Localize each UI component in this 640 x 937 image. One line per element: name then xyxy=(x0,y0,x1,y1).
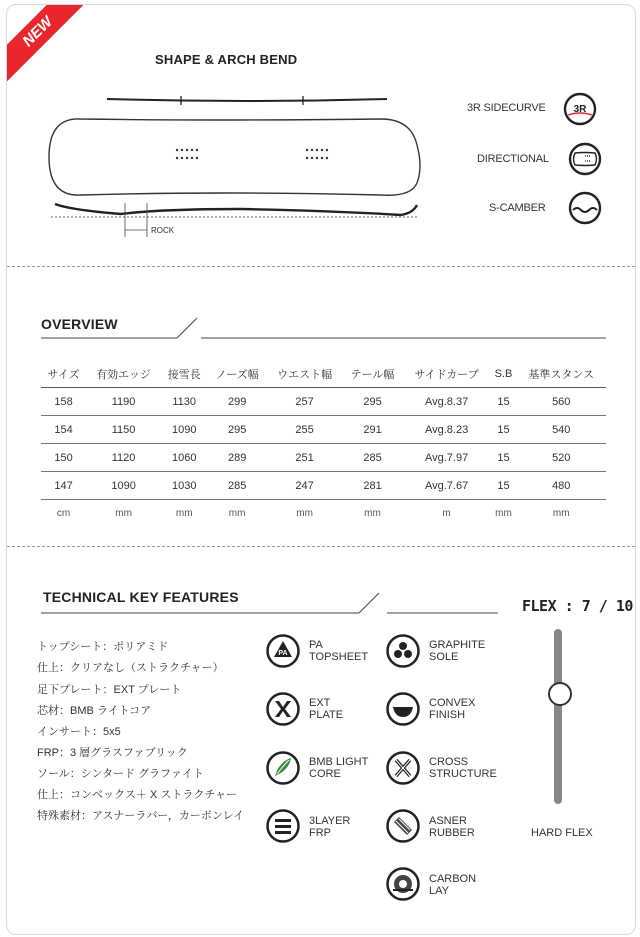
cell: 147 xyxy=(41,472,86,500)
col-header: サイズ xyxy=(41,361,86,388)
table-row xyxy=(41,444,606,472)
cell: 299 xyxy=(207,388,267,416)
unit-cell: mm xyxy=(115,508,132,519)
cell: 285 xyxy=(342,444,402,472)
convex-finish-icon xyxy=(385,691,421,727)
cell: Avg.7.97 xyxy=(403,444,491,472)
cell: 1120 xyxy=(86,444,161,472)
cell: 295 xyxy=(342,388,402,416)
col-header: 基準スタンス xyxy=(516,361,606,388)
spec-line: ソール：シンタード グラファイト xyxy=(37,768,204,780)
3r-sidecurve-icon xyxy=(562,91,598,127)
unit-cell: cm xyxy=(56,508,71,519)
cell: 251 xyxy=(267,444,342,472)
spec-line: FRP：3 層グラスファブリック xyxy=(37,747,188,759)
flex-track xyxy=(554,629,562,804)
cell: Avg.8.37 xyxy=(403,388,491,416)
feature-label: ASNER RUBBER xyxy=(429,815,475,839)
spec-line: 特殊素材：アスナーラバー，カーボンレイ xyxy=(37,810,245,822)
table-row xyxy=(41,416,606,444)
section-divider xyxy=(7,546,635,547)
cell: 1030 xyxy=(161,472,207,500)
cell: 540 xyxy=(516,416,606,444)
col-header: S.B xyxy=(490,361,516,388)
spec-line: 仕上：コンベックス＋ X ストラクチャー xyxy=(37,789,238,801)
feature-label: EXT PLATE xyxy=(309,697,344,721)
cell: 1060 xyxy=(161,444,207,472)
feature-label: CROSS STRUCTURE xyxy=(429,756,497,780)
overview-title-rule xyxy=(41,314,611,344)
spec-line: トップシート：ポリアミド xyxy=(37,641,169,653)
cell: 281 xyxy=(342,472,402,500)
overview-table xyxy=(41,361,606,527)
cell: 154 xyxy=(41,416,86,444)
svg-text:3R: 3R xyxy=(573,104,587,115)
cell: 295 xyxy=(207,416,267,444)
cell: 291 xyxy=(342,416,402,444)
product-spec-card xyxy=(6,4,636,935)
unit-cell: mm xyxy=(228,508,246,519)
table-row xyxy=(41,388,606,416)
directional-icon xyxy=(567,141,603,177)
new-badge: NEW xyxy=(6,4,93,87)
spec-line: 仕上：クリアなし（ストラクチャー） xyxy=(37,662,224,674)
feature-label-3r-sidecurve: 3R SIDECURVE xyxy=(467,102,546,114)
unit-cell: m xyxy=(442,508,451,519)
cell: Avg.8.23 xyxy=(403,416,491,444)
feature-label: CARBON LAY xyxy=(429,873,477,897)
carbon-lay-icon xyxy=(385,866,421,902)
cell: 150 xyxy=(41,444,86,472)
feature-label: PA TOPSHEET xyxy=(309,639,369,663)
flex-title: FLEX : 7 / 10 xyxy=(522,597,633,615)
technical-title: TECHNICAL KEY FEATURES xyxy=(43,589,239,605)
cell: 15 xyxy=(490,472,516,500)
feature-label: 3LAYER FRP xyxy=(309,815,351,839)
cell: 1190 xyxy=(86,388,161,416)
col-header: 有効エッジ xyxy=(86,361,161,388)
spec-line: 芯材：BMB ライトコア xyxy=(37,705,152,717)
cell: 247 xyxy=(267,472,342,500)
graphite-sole-icon xyxy=(385,633,421,669)
col-header: テール幅 xyxy=(342,361,402,388)
board-shape-diagram xyxy=(41,87,431,237)
ext-plate-icon xyxy=(265,691,301,727)
units-row xyxy=(41,500,606,528)
feature-label: CONVEX FINISH xyxy=(429,697,476,721)
cell: 15 xyxy=(490,416,516,444)
col-header: 接雪長 xyxy=(161,361,207,388)
cell: 560 xyxy=(516,388,606,416)
flex-indicator xyxy=(548,682,572,706)
bmb-light-core-icon xyxy=(265,750,301,786)
col-header: ウエスト幅 xyxy=(267,361,342,388)
cell: 285 xyxy=(207,472,267,500)
shape-section-title: SHAPE & ARCH BEND xyxy=(155,52,298,67)
feature-label: GRAPHITE SOLE xyxy=(429,639,486,663)
cell: 1090 xyxy=(161,416,207,444)
section-divider xyxy=(7,266,635,267)
unit-cell: mm xyxy=(495,508,512,519)
cell: 1150 xyxy=(86,416,161,444)
feature-label-s-camber: S-CAMBER xyxy=(489,202,546,214)
feature-label: BMB LIGHT CORE xyxy=(309,756,369,780)
feature-label-directional: DIRECTIONAL xyxy=(477,153,549,165)
technical-title-rule xyxy=(41,589,501,617)
rock-label: ROCK xyxy=(151,226,175,235)
flex-footer-label: HARD FLEX xyxy=(531,827,593,839)
cell: 15 xyxy=(490,444,516,472)
s-camber-icon xyxy=(567,190,603,226)
pa-topsheet-icon xyxy=(265,633,301,669)
unit-cell: mm xyxy=(552,508,570,519)
cell: 520 xyxy=(516,444,606,472)
overview-title: OVERVIEW xyxy=(41,316,118,332)
spec-line: 足下プレート：EXT プレート xyxy=(37,684,182,696)
unit-cell: mm xyxy=(175,508,193,519)
cell: 15 xyxy=(490,388,516,416)
cross-structure-icon xyxy=(385,750,421,786)
cell: 1130 xyxy=(161,388,207,416)
spec-line: インサート：5x5 xyxy=(37,726,121,738)
col-header: ノーズ幅 xyxy=(207,361,267,388)
cell: 158 xyxy=(41,388,86,416)
asner-rubber-icon xyxy=(385,808,421,844)
cell: 289 xyxy=(207,444,267,472)
unit-cell: mm xyxy=(296,508,313,519)
cell: 255 xyxy=(267,416,342,444)
table-header-row xyxy=(41,361,606,388)
cell: 480 xyxy=(516,472,606,500)
svg-text:PA: PA xyxy=(278,650,288,657)
cell: 257 xyxy=(267,388,342,416)
unit-cell: mm xyxy=(364,508,381,519)
table-row xyxy=(41,472,606,500)
cell: 1090 xyxy=(86,472,161,500)
col-header: サイドカーブ xyxy=(403,361,491,388)
cell: Avg.7.67 xyxy=(403,472,491,500)
3layer-frp-icon xyxy=(265,808,301,844)
